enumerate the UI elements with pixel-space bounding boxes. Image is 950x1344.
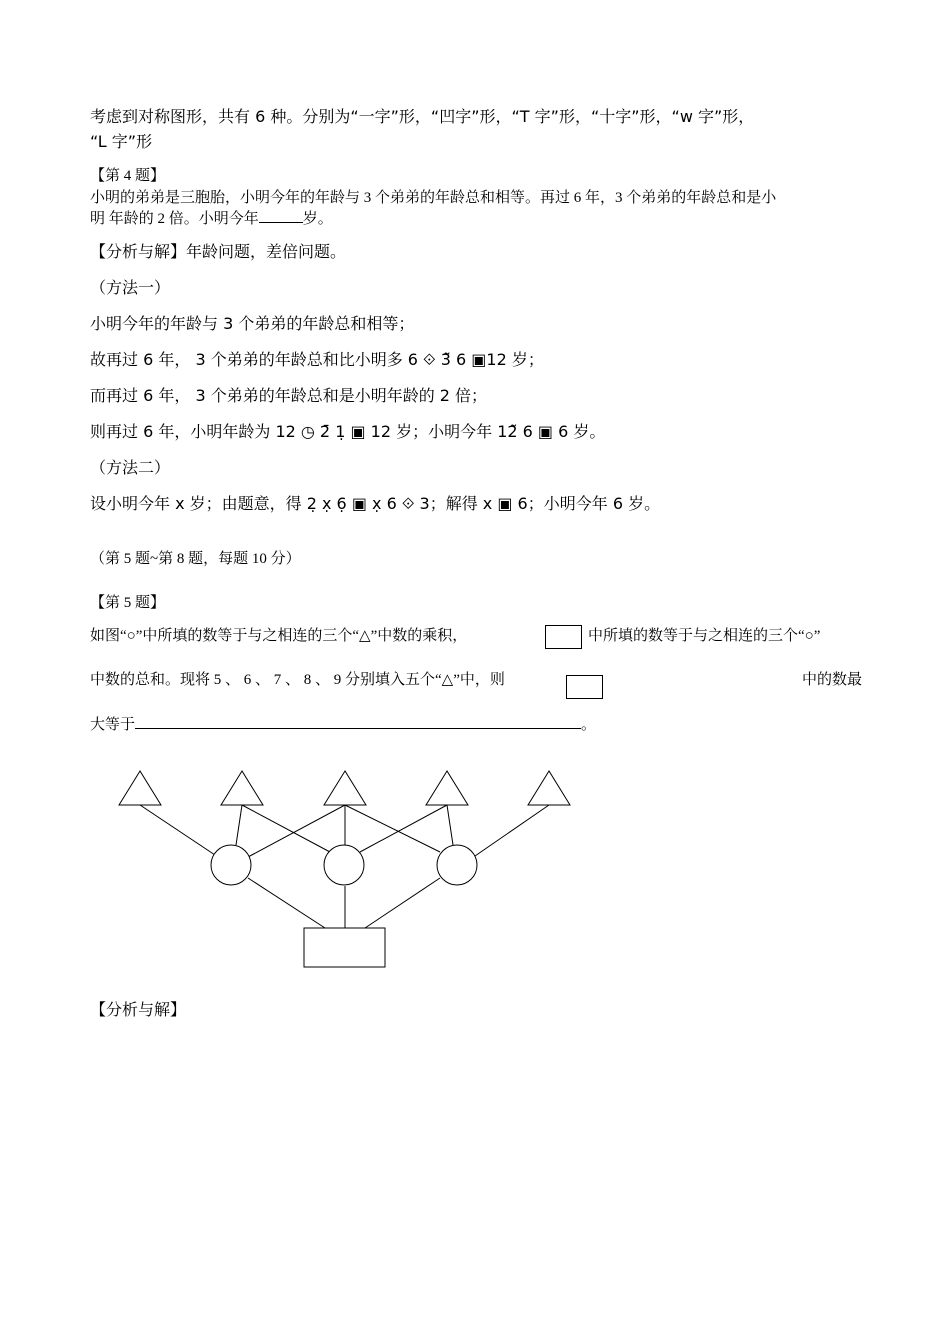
bottom-square-shape — [304, 928, 385, 967]
q4-method-1: （方法一） — [90, 278, 171, 297]
connector-line — [475, 805, 549, 856]
q4-m1-line-4: 则再过 6 年，小明年龄为 12 ◷ 2̄ 1̣ ▣ 12 岁；小明今年 12̃ 6 ▣ 6 岁。 — [90, 422, 606, 441]
q4-m1-line-2: 故再过 6 年， 3 个弟弟的年龄总和比小明多 6 ⟐ 3̃ 6 ▣12 岁； — [90, 350, 544, 369]
q5-header: 【第 5 题】 — [90, 595, 166, 611]
q4-analysis: 【分析与解】年龄问题，差倍问题。 — [90, 242, 347, 261]
circle-shape-1 — [211, 845, 251, 885]
q5-analysis: 【分析与解】 — [90, 1000, 187, 1019]
connector-line — [248, 805, 345, 857]
triangle-shape-4 — [426, 771, 468, 805]
intro-line-2: “L 字”形 — [90, 132, 153, 151]
q5-text-3a: 大等于 — [90, 717, 136, 733]
q4-text-2b: 岁。 — [302, 211, 333, 227]
intro-line-1: 考虑到对称图形，共有 6 种。分别为“一字”形，“凹字”形，“T 字”形，“十字”形，“w 字”形， — [90, 107, 755, 126]
q5-text-1a: 如图“○”中所填的数等于与之相连的三个“△”中数的乘积， — [90, 628, 468, 644]
q5-text-3b: 。 — [581, 717, 597, 733]
triangle-shape-3 — [324, 771, 366, 805]
q5-text-2a: 中数的总和。现将 5 、 6 、 7 、 8 、 9 分别填入五个“△”中，则 — [90, 672, 505, 688]
q4-text-1: 小明的弟弟是三胞胎，小明今年的年龄与 3 个弟弟的年龄总和相等。再过 6 年，3 个弟弟的年龄总和是小 — [90, 190, 777, 206]
connector-line — [248, 878, 325, 928]
triangle-shape-2 — [221, 771, 263, 805]
connector-line — [360, 805, 447, 852]
q4-method-2: （方法二） — [90, 458, 171, 477]
connector-line — [365, 878, 440, 928]
q5-text-2b: 中的数最 — [802, 672, 863, 688]
connector-line — [242, 805, 330, 852]
q4-text-2a: 明 年龄的 2 倍。小明今年 — [90, 211, 259, 227]
connector-line — [236, 805, 242, 845]
q4-m2-line-1: 设小明今年 x 岁；由题意，得 2̣ x̣ 6̣ ▣ x̣ 6 ⟐ 3；解得 x ▣ 6；小明今年 6 岁。 — [90, 494, 661, 513]
section-note: （第 5 题~第 8 题，每题 10 分） — [90, 551, 301, 567]
circle-shape-3 — [437, 845, 477, 885]
q4-header: 【第 4 题】 — [90, 168, 166, 184]
circle-shape-2 — [324, 845, 364, 885]
triangle-shape-1 — [119, 771, 161, 805]
connector-line — [140, 805, 215, 855]
q5-text-1b: 中所填的数等于与之相连的三个“○” — [588, 628, 821, 644]
connector-line — [447, 805, 453, 845]
q4-m1-line-1: 小明今年的年龄与 3 个弟弟的年龄总和相等； — [90, 314, 415, 333]
connector-line — [345, 805, 440, 852]
triangle-shape-5 — [528, 771, 570, 805]
q4-m1-line-3: 而再过 6 年， 3 个弟弟的年龄总和是小明年龄的 2 倍； — [90, 386, 488, 405]
